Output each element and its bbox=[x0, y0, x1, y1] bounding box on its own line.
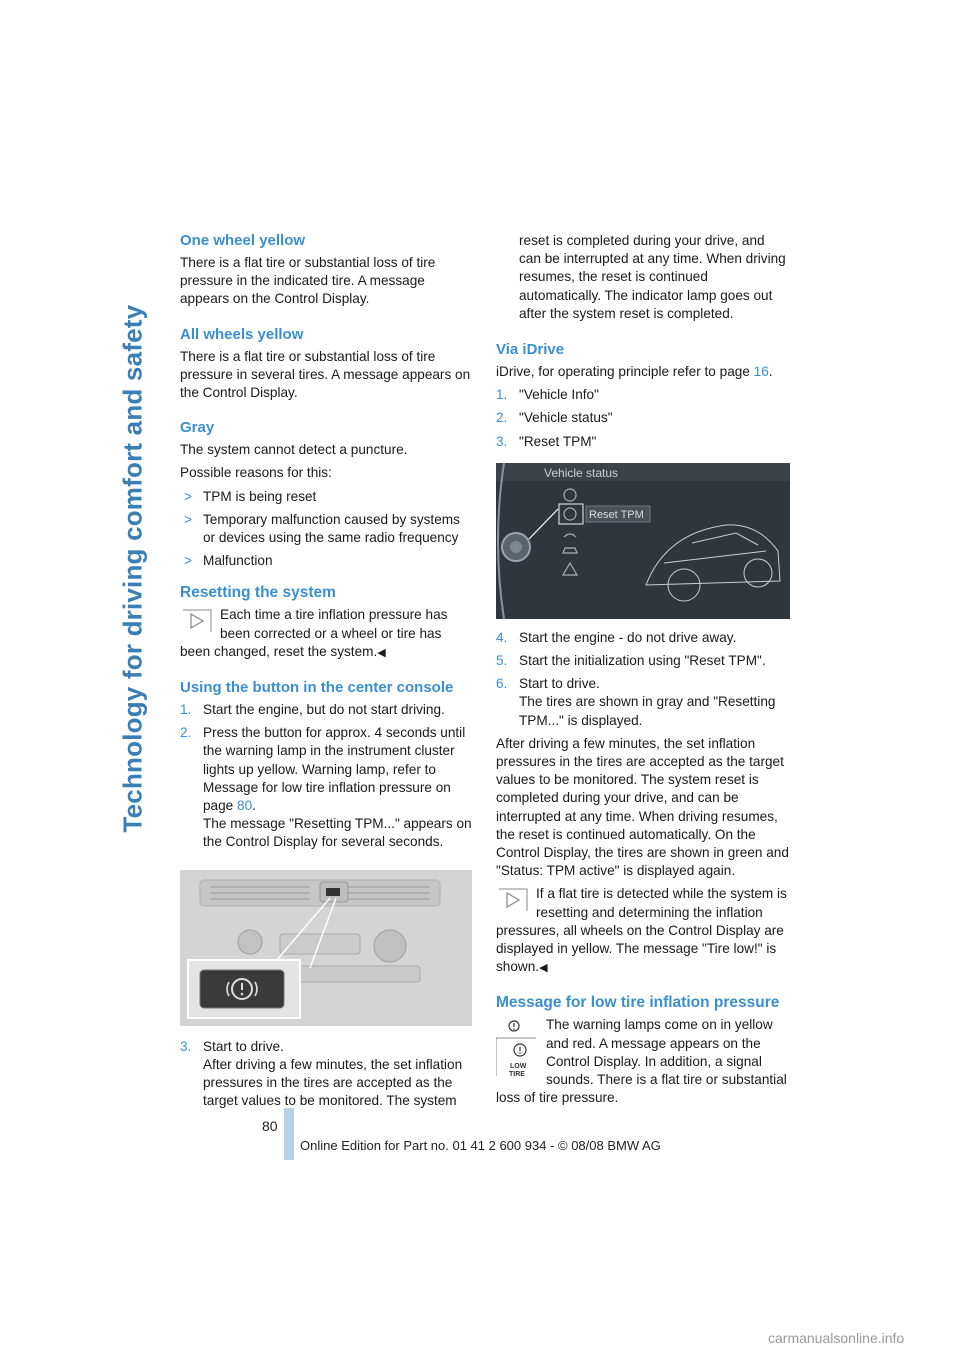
heading-via-idrive: Via iDrive bbox=[496, 341, 565, 359]
paragraph-all-wheels: There is a flat tire or substantial loss of tire pressure in several tires. A message appears on the Control Display. bbox=[180, 348, 471, 401]
low-tire-message-text: The warning lamps come on in yellow and red. A message appears on the Control Display. In addition, a signal sounds. There is a flat tire or substantial loss of tire pressure. bbox=[496, 1017, 787, 1106]
bullet-mark: > bbox=[184, 511, 192, 527]
low-tire-label-1: LOW bbox=[510, 1063, 527, 1071]
step-number: 3. bbox=[496, 433, 508, 449]
step-number: 6. bbox=[496, 676, 508, 692]
paragraph-idrive bbox=[496, 363, 790, 381]
heading-all-wheels-yellow: All wheels yellow bbox=[180, 325, 304, 343]
step-text: "Vehicle Info" bbox=[519, 387, 599, 403]
step-text: Start the initialization using "Reset TPM". bbox=[519, 653, 766, 669]
step-text: "Reset TPM" bbox=[519, 433, 597, 449]
center-console-photo bbox=[180, 870, 472, 1026]
note-arrow-icon bbox=[182, 609, 212, 633]
step-item bbox=[180, 724, 472, 851]
paragraph-one-wheel: There is a flat tire or substantial loss of tire pressure in the indicated tire. A message appears on the Control Display. bbox=[180, 255, 436, 307]
heading-one-wheel-yellow: One wheel yellow bbox=[180, 232, 306, 249]
gray-reasons-list bbox=[180, 488, 472, 571]
console-illustration bbox=[180, 870, 472, 1026]
list-item bbox=[180, 488, 472, 506]
paragraph-after-driving: After driving a few minutes, the set inflation pressures in the tires are accepted as the target values to be monitored. The system reset is completed during your drive, and can be interrupted at any time. When driving resumes, the reset is continued automatically. On the Control Display, the tires are shown in green and "Status: TPM active" is displayed again. bbox=[496, 735, 789, 879]
step-number: 4. bbox=[496, 629, 508, 645]
step-number: 1. bbox=[180, 702, 192, 718]
end-mark: ◀ bbox=[377, 646, 386, 659]
step-item bbox=[496, 629, 790, 647]
step-text-message: The message "Resetting TPM..." appears on the Control Display for several seconds. bbox=[203, 816, 472, 850]
footer-accent-bar bbox=[284, 1108, 294, 1160]
step-text-end: . bbox=[252, 798, 256, 814]
heading-resetting-system: Resetting the system bbox=[180, 584, 336, 602]
side-chapter-title-text: Technology for driving comfort and safety bbox=[117, 304, 148, 833]
page-link-80[interactable]: 80 bbox=[237, 798, 253, 814]
step-text: Start to drive. bbox=[203, 1038, 284, 1054]
step-item bbox=[496, 409, 790, 427]
paragraph-reset-continued: reset is completed during your drive, and can be interrupted at any time. When driving resumes, the reset is continued automatically. The indicator lamp goes out after the system reset is completed. bbox=[519, 233, 786, 321]
low-tire-label-2: TIRE bbox=[509, 1071, 525, 1079]
paragraph-flat-tire-note bbox=[496, 885, 790, 977]
step-text: Start the engine, but do not start driving. bbox=[203, 702, 445, 718]
low-tire-paragraph bbox=[496, 1016, 790, 1107]
list-item-text: TPM is being reset bbox=[203, 488, 317, 504]
step-number: 2. bbox=[496, 410, 508, 426]
right-column bbox=[496, 232, 790, 1108]
step-number: 1. bbox=[496, 387, 508, 403]
vehicle-status-screen bbox=[496, 463, 790, 619]
idrive-text-end: . bbox=[768, 364, 773, 380]
screen-menu-item-reset-tpm: Reset TPM bbox=[589, 508, 644, 521]
paragraph-gray-1: The system cannot detect a puncture. bbox=[180, 442, 408, 458]
left-column bbox=[180, 232, 472, 1115]
step-number: 2. bbox=[180, 725, 192, 741]
heading-center-console-button: Using the button in the center console bbox=[180, 679, 454, 697]
list-item bbox=[180, 552, 472, 570]
bullet-mark: > bbox=[184, 488, 192, 504]
step-item bbox=[496, 675, 790, 730]
step-text-continued: After driving a few minutes, the set inflation pressures in the tires are accepted as the target values to be monitored. The system bbox=[203, 1056, 463, 1109]
page-link-16[interactable]: 16 bbox=[753, 364, 769, 380]
step-text: "Vehicle status" bbox=[519, 410, 613, 426]
list-item-text: Malfunction bbox=[203, 553, 273, 569]
step-item bbox=[180, 1038, 472, 1111]
step-item bbox=[180, 701, 472, 719]
step-item bbox=[496, 652, 790, 670]
step-text: Start to drive. bbox=[519, 676, 600, 692]
idrive-text: iDrive, for operating principle refer to page bbox=[496, 364, 754, 380]
step-item bbox=[496, 386, 790, 404]
resetting-note-text: Each time a tire inflation pressure has been corrected or a wheel or tire has been changed, reset the system. bbox=[180, 607, 448, 659]
step-number: 3. bbox=[180, 1038, 192, 1054]
end-mark: ◀ bbox=[539, 962, 548, 975]
list-item bbox=[180, 511, 472, 547]
paragraph-resetting-note bbox=[180, 606, 472, 662]
step-text: Start the engine - do not drive away. bbox=[519, 629, 737, 645]
step-text-continued: The tires are shown in gray and "Resetting TPM..." is displayed. bbox=[519, 694, 776, 728]
step-number: 5. bbox=[496, 653, 508, 669]
step-item bbox=[496, 433, 790, 451]
warning-lamp-icons bbox=[496, 1020, 540, 1078]
step-text: Press the button for approx. 4 seconds until the warning lamp in the instrument cluster lights up yellow. Warning lamp, refer to Message for low tire inflation pressure on page bbox=[203, 725, 466, 814]
vehicle-status-illustration bbox=[496, 463, 790, 619]
flat-tire-note-text: If a flat tire is detected while the system is resetting and determining the inflation pressures, all wheels on the Control Display are displayed in yellow. The message "Tire low!" is shown. bbox=[496, 886, 787, 975]
bullet-mark: > bbox=[184, 553, 192, 569]
paragraph-gray-2: Possible reasons for this: bbox=[180, 465, 332, 481]
note-arrow-icon bbox=[498, 888, 528, 912]
heading-gray: Gray bbox=[180, 419, 215, 437]
side-chapter-title bbox=[108, 230, 158, 840]
page-number: 80 bbox=[262, 1118, 278, 1134]
site-watermark: carmanualsonline.info bbox=[768, 1330, 905, 1346]
heading-low-tire-message: Message for low tire inflation pressure bbox=[496, 994, 780, 1012]
footer-edition-text: Online Edition for Part no. 01 41 2 600 934 - © 08/08 BMW AG bbox=[300, 1138, 661, 1153]
list-item-text: Temporary malfunction caused by systems or devices using the same radio frequency bbox=[203, 511, 460, 546]
screen-title: Vehicle status bbox=[544, 465, 619, 480]
